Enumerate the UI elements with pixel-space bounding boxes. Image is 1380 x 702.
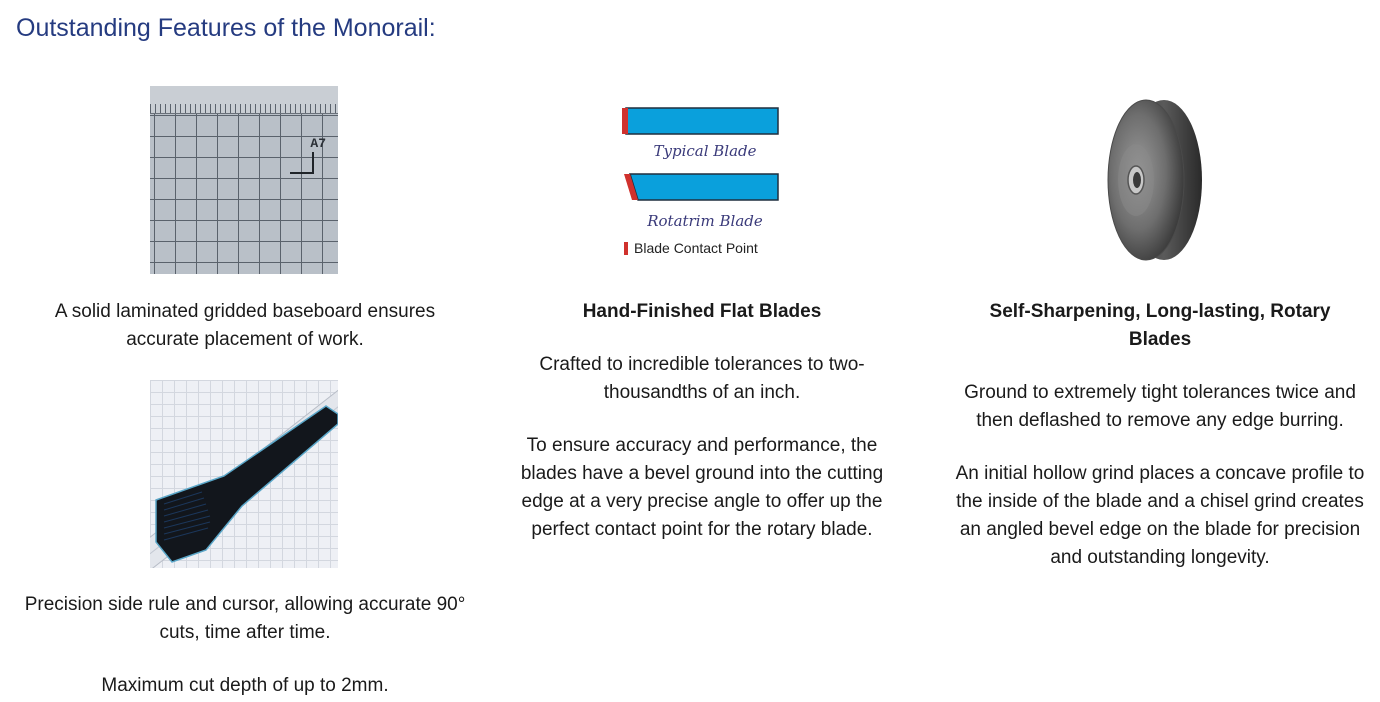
baseboard-description: A solid laminated gridded baseboard ensures accurate placement of work.: [54, 301, 436, 350]
contact-point-label: Blade Contact Point: [634, 240, 758, 256]
page-title: Outstanding Features of the Monorail:: [16, 14, 436, 42]
blade-comparison-diagram: [620, 104, 790, 264]
cursor-illustration: [150, 380, 338, 568]
contact-point-legend: [624, 240, 758, 256]
typical-blade-shape: [626, 108, 778, 134]
rotatrim-blade-label: Rotatrim Blade: [647, 212, 763, 230]
typical-contact-mark: [622, 108, 628, 134]
baseboard-feature: [20, 298, 470, 354]
side-rule-description: Precision side rule and cursor, allowing accurate 90° cuts, time after time.: [24, 594, 466, 643]
flat-blades-paragraph-2: To ensure accuracy and performance, the blades have a bevel ground into the cutting edge at a very precise angle to offer up the perfect contact point for the rotary blade.: [520, 435, 884, 540]
side-rule-cursor-image: [150, 380, 338, 568]
side-rule-feature: [20, 591, 470, 700]
flat-blades-paragraph-1: Crafted to incredible tolerances to two-thousandths of an inch.: [539, 354, 865, 403]
contact-point-swatch: [624, 242, 628, 255]
typical-blade-label: Typical Blade: [653, 142, 757, 160]
corner-guide: [290, 152, 314, 174]
ruler-strip: [150, 86, 338, 114]
rotary-blades-paragraph-1: Ground to extremely tight tolerances twice and then deflashed to remove any edge burring.: [964, 382, 1356, 431]
rotary-blades-feature: [945, 298, 1375, 572]
rotary-blade-image: [1066, 86, 1254, 274]
rotatrim-blade-shape: [630, 174, 778, 200]
flat-blades-heading: Hand-Finished Flat Blades: [582, 301, 822, 322]
rotary-blades-heading: Self-Sharpening, Long-lasting, Rotary Blades: [989, 301, 1331, 350]
flat-blades-feature: [502, 298, 902, 544]
baseboard-image: [150, 86, 338, 274]
grid-mark-label: A7: [310, 136, 326, 151]
cut-depth-note: Maximum cut depth of up to 2mm.: [101, 675, 389, 696]
rotary-blade-illustration: [1066, 86, 1254, 274]
rotary-blades-paragraph-2: An initial hollow grind places a concave profile to the inside of the blade and a chisel grind creates an angled bevel edge on the blade for precision and outstanding longevity.: [955, 463, 1365, 568]
